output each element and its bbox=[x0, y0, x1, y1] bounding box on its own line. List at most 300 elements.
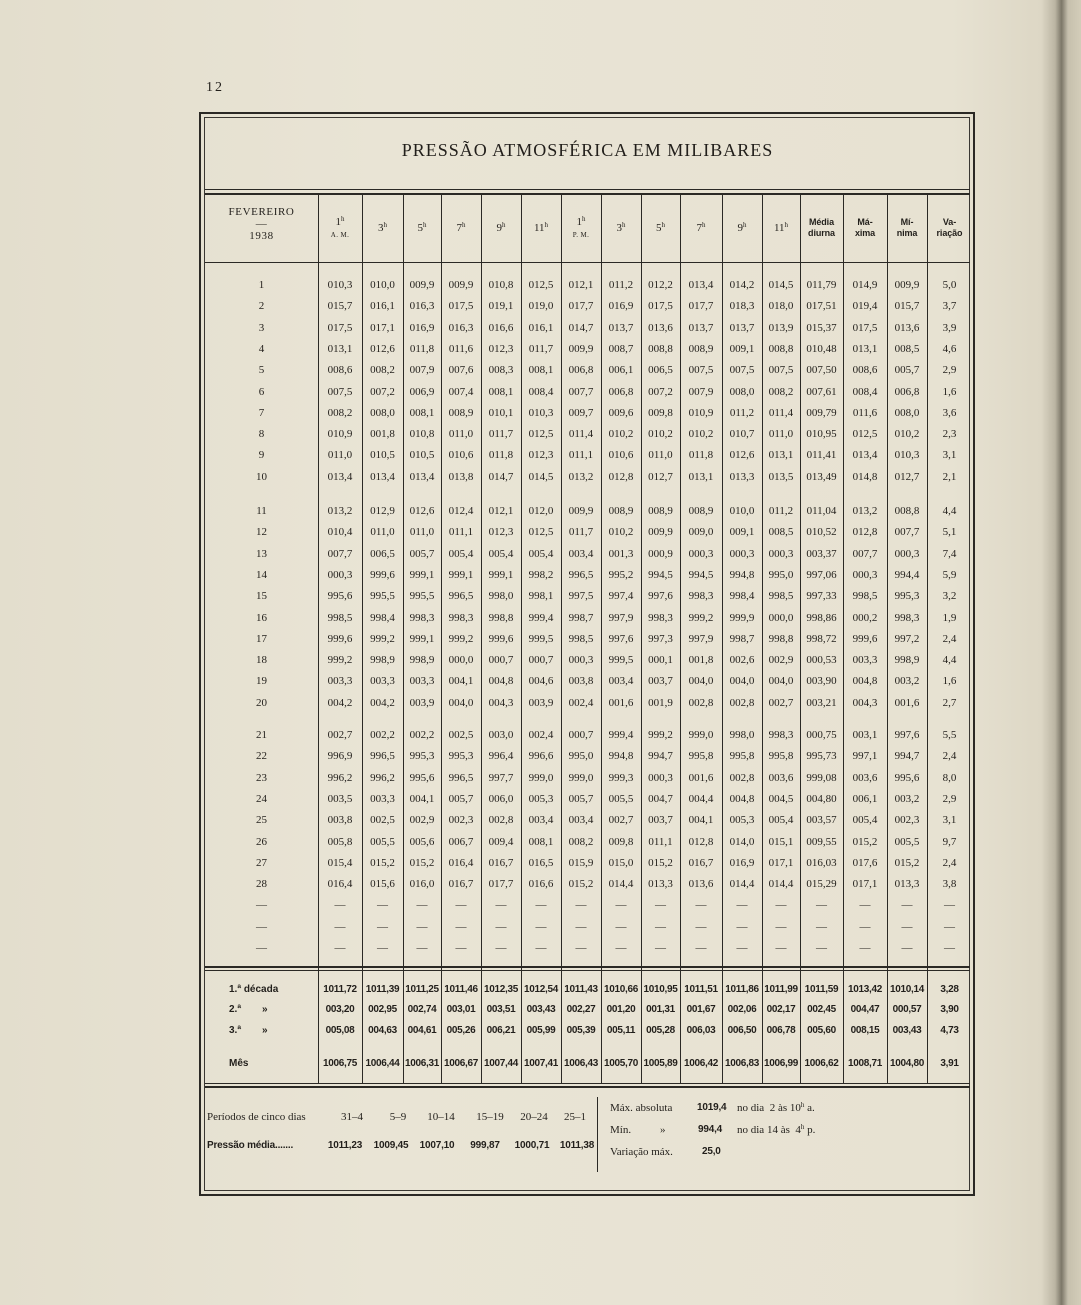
table-cell: 012,0 bbox=[528, 505, 554, 517]
column-header bbox=[601, 196, 641, 260]
table-cell: 999,08 bbox=[806, 771, 837, 784]
table-cell: 5,0 bbox=[942, 279, 957, 291]
table-cell: 010,5 bbox=[370, 449, 395, 462]
table-cell: 001,8 bbox=[370, 428, 395, 441]
column-header-line: xima bbox=[854, 228, 876, 238]
table-cell: 009,9 bbox=[448, 279, 474, 291]
table-cell: 999,6 bbox=[370, 568, 395, 581]
mean-pressure-value: 1000,71 bbox=[514, 1140, 550, 1151]
table-cell: 997,9 bbox=[608, 611, 634, 624]
table-cell: 004,8 bbox=[852, 675, 878, 688]
table-cell: 015,6 bbox=[370, 878, 395, 891]
table-cell: 3,1 bbox=[942, 814, 957, 827]
table-cell: 017,1 bbox=[852, 878, 878, 891]
table-cell: 015,37 bbox=[806, 321, 837, 334]
table-cell: 014,5 bbox=[528, 470, 554, 483]
table-cell: 012,1 bbox=[488, 505, 514, 517]
table-cell: 996,2 bbox=[327, 771, 353, 784]
table-cell: 995,6 bbox=[894, 771, 920, 784]
table-cell: — bbox=[655, 920, 666, 933]
day-number: 13 bbox=[256, 547, 267, 560]
max-abs-period: a. bbox=[804, 1102, 815, 1114]
day-number: 17 bbox=[256, 632, 267, 645]
summary-label: Mês bbox=[229, 1058, 249, 1069]
column-header-line: riação bbox=[936, 228, 963, 238]
mean-pressure-value: 1011,23 bbox=[327, 1140, 363, 1151]
table-cell: 005,8 bbox=[327, 835, 353, 848]
day-number: — bbox=[256, 920, 267, 933]
column-header bbox=[843, 196, 887, 260]
table-cell: 007,5 bbox=[688, 364, 714, 377]
table-cell: 002,5 bbox=[370, 814, 395, 827]
table-cell: 017,1 bbox=[768, 856, 794, 869]
table-cell: 999,9 bbox=[729, 611, 755, 624]
summary-cell: 003,01 bbox=[446, 1004, 476, 1015]
hour-number: 7 bbox=[456, 221, 462, 234]
table-cell: 010,2 bbox=[648, 428, 673, 441]
table-cell: 012,8 bbox=[852, 526, 878, 539]
hour-suffix: h bbox=[383, 220, 387, 229]
table-cell: 012,9 bbox=[370, 505, 395, 517]
table-cell: 000,7 bbox=[488, 654, 514, 667]
table-cell: 000,3 bbox=[852, 568, 878, 581]
hour-number: 1 bbox=[576, 216, 582, 228]
table-cell: — bbox=[495, 942, 507, 954]
table-cell: 010,8 bbox=[488, 279, 514, 291]
table-cell: 015,1 bbox=[768, 835, 794, 848]
hour-number: 9 bbox=[496, 221, 502, 234]
table-cell: — bbox=[736, 920, 748, 933]
table-cell: 008,0 bbox=[370, 406, 395, 419]
period-label: P. M. bbox=[572, 231, 590, 239]
period-value: 5–9 bbox=[389, 1111, 407, 1123]
hour-suffix: h bbox=[784, 220, 789, 229]
day-number: 5 bbox=[258, 364, 265, 377]
max-abs-detail bbox=[737, 1100, 815, 1116]
table-cell: 016,1 bbox=[370, 300, 395, 313]
table-cell: 012,7 bbox=[894, 470, 920, 483]
table-cell: 013,4 bbox=[688, 279, 714, 291]
table-cell: 002,8 bbox=[688, 696, 714, 709]
table-cell: 012,7 bbox=[648, 470, 673, 483]
table-cell: 000,3 bbox=[688, 547, 714, 560]
table-cell: 999,6 bbox=[327, 632, 353, 645]
table-cell: 998,72 bbox=[806, 632, 837, 645]
table-cell: 999,0 bbox=[528, 771, 554, 784]
table-cell: 013,8 bbox=[448, 470, 474, 483]
table-cell: 3,1 bbox=[942, 449, 957, 462]
table-cell: 010,52 bbox=[806, 526, 837, 539]
table-cell: 996,9 bbox=[327, 750, 353, 763]
table-cell: 009,9 bbox=[568, 342, 594, 355]
day-number: 18 bbox=[256, 654, 267, 667]
table-cell: 006,5 bbox=[648, 364, 673, 377]
column-header bbox=[521, 196, 561, 260]
table-cell: 009,0 bbox=[688, 526, 714, 539]
day-number: 16 bbox=[256, 611, 267, 624]
table-cell: 013,2 bbox=[568, 470, 594, 483]
hour-number: 3 bbox=[378, 221, 384, 234]
day-number: 23 bbox=[256, 771, 267, 784]
table-cell: 019,1 bbox=[488, 300, 514, 313]
table-cell: 013,3 bbox=[894, 878, 920, 891]
table-cell: 013,7 bbox=[608, 321, 634, 334]
table-cell: 998,3 bbox=[768, 729, 794, 741]
table-cell: 008,9 bbox=[608, 505, 634, 517]
table-cell: 013,1 bbox=[327, 342, 353, 355]
summary-cell: 1011,25 bbox=[405, 984, 439, 995]
table-cell: 003,8 bbox=[568, 675, 594, 688]
table-cell: 995,0 bbox=[768, 568, 794, 581]
table-cell: 016,1 bbox=[528, 321, 554, 334]
table-cell: 013,3 bbox=[729, 470, 755, 483]
table-cell: 011,0 bbox=[327, 449, 353, 462]
summary-cell: 005,99 bbox=[526, 1025, 556, 1036]
column-header-line: Va- bbox=[942, 217, 957, 227]
table-cell: 011,41 bbox=[806, 449, 837, 462]
table-cell: 013,4 bbox=[370, 470, 395, 483]
table-cell: 008,7 bbox=[608, 342, 634, 355]
summary-cell: 002,17 bbox=[766, 1004, 796, 1015]
summary-cell: 002,74 bbox=[407, 1004, 437, 1015]
table-cell: — bbox=[455, 942, 467, 954]
table-cell: 000,1 bbox=[648, 654, 673, 667]
table-cell: 014,4 bbox=[729, 878, 755, 891]
table-cell: 5,9 bbox=[942, 568, 957, 581]
table-cell: 012,8 bbox=[608, 470, 634, 483]
table-cell: 016,6 bbox=[488, 321, 514, 334]
column-header bbox=[722, 196, 762, 260]
table-cell: 002,8 bbox=[488, 814, 514, 827]
table-cell: 2,4 bbox=[942, 632, 957, 645]
table-cell: 009,8 bbox=[648, 406, 673, 419]
table-cell: 008,1 bbox=[409, 406, 435, 419]
table-cell: 011,8 bbox=[409, 342, 435, 355]
table-cell: 005,3 bbox=[528, 792, 554, 805]
day-number: 28 bbox=[256, 878, 267, 891]
table-cell: 008,9 bbox=[448, 406, 474, 419]
table-cell: 007,61 bbox=[806, 385, 837, 398]
summary-cell: 003,43 bbox=[892, 1025, 922, 1036]
summary-cell: 4,73 bbox=[940, 1025, 959, 1036]
table-cell: 005,5 bbox=[894, 835, 920, 848]
summary-cell: 1006,67 bbox=[443, 1058, 479, 1069]
table-cell: 998,5 bbox=[327, 611, 353, 624]
summary-cell: 1011,46 bbox=[444, 984, 478, 995]
table-cell: 010,4 bbox=[327, 526, 353, 539]
table-cell: 3,8 bbox=[942, 878, 957, 891]
table-cell: 998,3 bbox=[648, 611, 673, 624]
table-cell: — bbox=[816, 899, 827, 912]
table-cell: 004,1 bbox=[688, 814, 714, 827]
day-number: — bbox=[256, 899, 267, 912]
table-cell: 014,4 bbox=[768, 878, 794, 891]
summary-cell: 003,43 bbox=[526, 1004, 556, 1015]
table-cell: 001,8 bbox=[688, 654, 714, 667]
table-cell: 005,3 bbox=[729, 814, 755, 827]
table-cell: 998,4 bbox=[370, 611, 395, 624]
table-cell: 008,8 bbox=[768, 342, 794, 355]
summary-label: 1.ª década bbox=[229, 984, 279, 995]
table-cell: 013,5 bbox=[768, 470, 794, 483]
table-cell: 995,6 bbox=[409, 771, 435, 784]
table-cell: — bbox=[944, 942, 955, 954]
table-cell: 011,7 bbox=[568, 526, 594, 539]
table-cell: 002,8 bbox=[729, 696, 755, 709]
table-cell: 016,4 bbox=[448, 856, 474, 869]
table-rule bbox=[205, 970, 970, 971]
table-cell: 000,0 bbox=[768, 611, 794, 624]
hour-label bbox=[577, 216, 586, 229]
table-cell: 011,0 bbox=[768, 428, 794, 441]
hour-suffix: h bbox=[423, 220, 427, 229]
table-cell: 017,5 bbox=[327, 321, 353, 334]
table-cell: 016,0 bbox=[409, 878, 435, 891]
year-label: 1938 bbox=[249, 230, 274, 242]
table-cell: 997,2 bbox=[894, 632, 920, 645]
table-cell: 004,80 bbox=[806, 792, 837, 805]
table-cell: 996,6 bbox=[528, 750, 554, 763]
table-cell: 000,75 bbox=[806, 729, 837, 741]
table-cell: 2,7 bbox=[942, 696, 957, 709]
hour-number: 9 bbox=[737, 221, 743, 234]
table-cell: 015,7 bbox=[327, 300, 353, 313]
table-cell: 994,4 bbox=[894, 568, 920, 581]
table-cell: 995,2 bbox=[608, 568, 634, 581]
table-cell: 997,4 bbox=[608, 590, 634, 603]
table-cell: 994,7 bbox=[648, 750, 673, 763]
table-cell: 004,5 bbox=[768, 792, 794, 805]
table-cell: 001,6 bbox=[894, 696, 920, 709]
table-cell: 004,4 bbox=[688, 792, 714, 805]
table-cell: 998,5 bbox=[768, 590, 794, 603]
summary-cell: 006,21 bbox=[486, 1025, 516, 1036]
table-cell: — bbox=[377, 920, 388, 933]
table-cell: — bbox=[901, 899, 913, 912]
table-cell: 010,9 bbox=[688, 406, 714, 419]
table-cell: 008,1 bbox=[528, 364, 554, 377]
table-cell: 019,4 bbox=[852, 300, 878, 313]
summary-cell: 1010,95 bbox=[643, 984, 678, 995]
day-number: 10 bbox=[256, 470, 267, 483]
table-cell: 008,5 bbox=[768, 526, 794, 539]
table-cell: 999,2 bbox=[370, 632, 395, 645]
periods-label: Períodos de cinco dias bbox=[207, 1111, 306, 1123]
table-cell: 015,2 bbox=[648, 856, 673, 869]
summary-cell: 1006,62 bbox=[804, 1058, 839, 1069]
table-cell: — bbox=[775, 899, 787, 912]
column-header bbox=[481, 196, 521, 260]
table-cell: 006,7 bbox=[448, 835, 474, 848]
table-cell: 999,2 bbox=[688, 611, 714, 624]
summary-cell: 1005,89 bbox=[643, 1058, 678, 1069]
day-number: 14 bbox=[256, 568, 267, 581]
min-abs-hour-suffix: h bbox=[800, 1123, 805, 1131]
table-rule bbox=[205, 1083, 970, 1084]
day-number: 8 bbox=[258, 428, 265, 441]
table-cell: 018,3 bbox=[729, 300, 755, 313]
table-cell: 011,8 bbox=[488, 449, 514, 462]
mean-pressure-value: 1011,38 bbox=[559, 1140, 595, 1151]
table-cell: 996,2 bbox=[370, 771, 395, 784]
table-cell: 015,7 bbox=[894, 300, 920, 313]
table-cell: 008,2 bbox=[568, 835, 594, 848]
table-cell: 013,7 bbox=[688, 321, 714, 334]
table-cell: 003,2 bbox=[894, 675, 920, 688]
table-cell: 009,79 bbox=[806, 406, 837, 419]
table-cell: 000,3 bbox=[327, 568, 353, 581]
table-cell: 005,7 bbox=[448, 792, 474, 805]
table-cell: 003,3 bbox=[327, 675, 353, 688]
table-cell: 010,3 bbox=[894, 449, 920, 462]
table-cell: 004,8 bbox=[729, 792, 755, 805]
table-cell: 011,6 bbox=[852, 406, 878, 419]
summary-cell: 1006,44 bbox=[365, 1058, 400, 1069]
table-cell: 008,8 bbox=[648, 342, 673, 355]
table-cell: 019,0 bbox=[528, 300, 554, 313]
table-cell: 004,1 bbox=[448, 675, 474, 688]
table-cell: 013,1 bbox=[688, 470, 714, 483]
hour-number: 3 bbox=[616, 221, 622, 234]
table-cell: 004,3 bbox=[488, 696, 514, 709]
table-cell: 000,9 bbox=[648, 547, 673, 560]
table-cell: 003,21 bbox=[806, 696, 837, 709]
table-cell: 016,7 bbox=[488, 856, 514, 869]
table-cell: 999,4 bbox=[608, 729, 634, 741]
table-cell: 8,0 bbox=[942, 771, 957, 784]
table-cell: 997,6 bbox=[894, 729, 920, 741]
table-cell: 003,6 bbox=[768, 771, 794, 784]
table-cell: 002,4 bbox=[528, 729, 554, 741]
hour-suffix: h bbox=[743, 220, 747, 229]
month-dash: — bbox=[255, 218, 268, 230]
table-cell: 005,4 bbox=[852, 814, 878, 827]
hour-suffix: h bbox=[544, 220, 549, 229]
table-cell: 994,5 bbox=[648, 568, 673, 581]
table-cell: — bbox=[944, 920, 955, 933]
table-cell: 003,6 bbox=[852, 771, 878, 784]
mean-pressure-value: 1007,10 bbox=[419, 1140, 455, 1151]
table-cell: 005,4 bbox=[488, 547, 514, 560]
table-cell: 1,6 bbox=[942, 675, 957, 688]
table-cell: 998,5 bbox=[568, 632, 594, 645]
table-cell: 010,3 bbox=[327, 279, 353, 291]
table-cell: 011,4 bbox=[568, 428, 594, 441]
table-cell: 013,7 bbox=[729, 321, 755, 334]
table-cell: 007,7 bbox=[568, 385, 594, 398]
hour-label bbox=[656, 222, 665, 235]
table-cell: — bbox=[901, 942, 913, 954]
table-cell: 009,1 bbox=[729, 342, 755, 355]
table-cell: — bbox=[775, 920, 787, 933]
table-cell: 003,5 bbox=[327, 792, 353, 805]
day-number: 21 bbox=[256, 729, 267, 741]
summary-cell: 1007,44 bbox=[483, 1058, 519, 1069]
table-cell: 000,3 bbox=[648, 771, 673, 784]
table-cell: — bbox=[575, 942, 587, 954]
column-header-line: nima bbox=[896, 228, 918, 238]
table-cell: 008,6 bbox=[327, 364, 353, 377]
summary-cell: 1006,75 bbox=[322, 1058, 358, 1069]
table-cell: — bbox=[736, 899, 748, 912]
day-number: 7 bbox=[258, 406, 265, 419]
day-number: 2 bbox=[258, 300, 265, 313]
table-cell: 006,8 bbox=[894, 385, 920, 398]
table-cell: 012,5 bbox=[528, 428, 554, 441]
table-cell: 996,5 bbox=[448, 590, 474, 603]
table-cell: — bbox=[416, 899, 428, 912]
table-cell: 007,50 bbox=[806, 364, 837, 377]
table-cell: 013,6 bbox=[688, 878, 714, 891]
table-cell: 010,3 bbox=[528, 406, 554, 419]
table-cell: 995,0 bbox=[568, 750, 594, 763]
summary-cell: 1006,99 bbox=[763, 1058, 799, 1069]
summary-cell: 005,11 bbox=[606, 1025, 636, 1036]
table-cell: 2,9 bbox=[942, 792, 957, 805]
table-cell: — bbox=[695, 942, 707, 954]
table-cell: 016,5 bbox=[528, 856, 554, 869]
table-cell: 9,7 bbox=[942, 835, 957, 848]
table-rule bbox=[205, 1086, 970, 1088]
table-cell: 995,73 bbox=[806, 750, 837, 763]
table-cell: 012,5 bbox=[528, 279, 554, 291]
column-header bbox=[762, 196, 800, 260]
table-cell: 010,0 bbox=[370, 279, 395, 291]
table-cell: 017,7 bbox=[488, 878, 514, 891]
table-cell: 2,1 bbox=[942, 470, 957, 483]
table-cell: — bbox=[334, 920, 346, 933]
table-rule bbox=[205, 262, 970, 263]
table-cell: — bbox=[615, 920, 627, 933]
table-cell: 009,7 bbox=[568, 406, 594, 419]
table-cell: 011,0 bbox=[370, 526, 395, 539]
mean-pressure-value: 1009,45 bbox=[373, 1140, 409, 1151]
table-cell: 995,5 bbox=[370, 590, 395, 603]
table-cell: 011,0 bbox=[648, 449, 673, 462]
table-cell: 001,3 bbox=[608, 547, 634, 560]
table-cell: 003,37 bbox=[806, 547, 837, 560]
summary-cell: 005,60 bbox=[807, 1025, 836, 1036]
table-cell: 998,8 bbox=[488, 611, 514, 624]
table-cell: 000,3 bbox=[568, 654, 594, 667]
period-value: 20–24 bbox=[520, 1111, 548, 1123]
table-cell: 012,3 bbox=[488, 526, 514, 539]
summary-cell: 006,78 bbox=[766, 1025, 796, 1036]
table-cell: 001,9 bbox=[648, 696, 673, 709]
table-cell: 003,90 bbox=[806, 675, 837, 688]
table-cell: 010,2 bbox=[688, 428, 714, 441]
table-cell: 010,1 bbox=[488, 406, 514, 419]
summary-cell: 005,08 bbox=[325, 1025, 355, 1036]
hour-suffix: h bbox=[462, 220, 466, 229]
table-cell: 995,8 bbox=[688, 750, 714, 763]
hour-number: 11 bbox=[533, 221, 545, 234]
table-cell: 003,1 bbox=[852, 729, 878, 741]
table-cell: 000,3 bbox=[729, 547, 755, 560]
table-cell: 998,7 bbox=[568, 611, 594, 624]
period-value: 31–4 bbox=[341, 1111, 363, 1123]
table-cell: 004,0 bbox=[729, 675, 755, 688]
table-cell: 998,1 bbox=[528, 590, 554, 603]
table-cell: 007,2 bbox=[648, 385, 673, 398]
table-cell: 995,6 bbox=[327, 590, 353, 603]
summary-cell: 1011,43 bbox=[564, 984, 598, 995]
column-header bbox=[680, 196, 722, 260]
table-cell: 016,9 bbox=[729, 856, 755, 869]
summary-cell: 1007,41 bbox=[523, 1058, 559, 1069]
table-cell: 003,4 bbox=[568, 814, 594, 827]
table-cell: 013,1 bbox=[768, 449, 794, 462]
